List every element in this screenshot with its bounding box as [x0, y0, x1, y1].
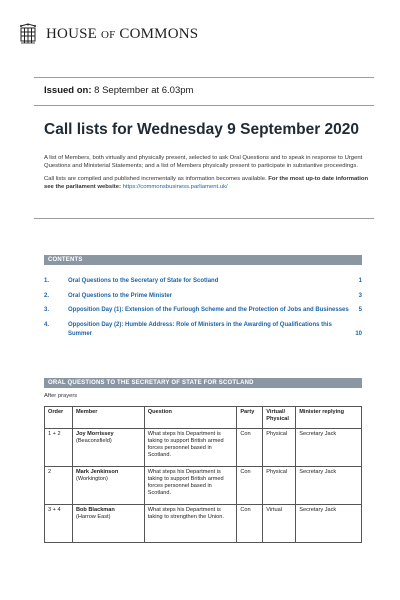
col-member: Member [72, 407, 144, 429]
table-row: 1 + 2 Joy Morrissey (Beaconsfield) What steps his Department is taking to support British armed forces personnel based in Scotland. Con Physical Secretary Jack [45, 429, 362, 467]
col-virtual-physical: Virtual/ Physical [263, 407, 296, 429]
contents-list [44, 277, 362, 345]
table-row: 3 + 4 Bob Blackman (Harrow East) What steps his Department is taking to strengthen the Union. Con Virtual Secretary Jack [45, 505, 362, 543]
issued-label: Issued on: [44, 85, 92, 96]
header [18, 22, 198, 46]
col-minister: Minister replying [296, 407, 362, 429]
issued-value: 8 September at 6.03pm [94, 85, 194, 96]
col-order: Order [45, 407, 73, 429]
call-list-table [44, 406, 362, 543]
member-constituency: (Workington) [75, 476, 108, 482]
intro-paragraph-2: Call lists are compiled and published incrementally as information becomes available. For the most up-to date information see the parliament website: https://commonsbusiness.parliament.uk/ [44, 176, 369, 190]
member-name: Mark Jenkinson [75, 469, 119, 475]
org-name: HOUSE OF COMMONS [46, 25, 199, 42]
intro-paragraph-1: A list of Members, both virtually and physically present, selected to ask Oral Questions and to speak in response to Urgent Questions and Ministerial Statements; and a list of Members physically present to participate in substantive proceedings. [44, 155, 363, 169]
table-header-row [45, 407, 362, 429]
contents-item-2[interactable]: 2. Oral Questions to the Prime Minister 3 [44, 292, 362, 299]
contents-heading: CONTENTS [44, 255, 362, 265]
table-row: 2 Mark Jenkinson (Workington) What steps his Department is taking to support British armed forces personnel based in Scotland. Con Physical Secretary Jack [45, 467, 362, 505]
page-title: Call lists for Wednesday 9 September 2020 [44, 121, 360, 138]
contents-item-1[interactable]: 1. Oral Questions to the Secretary of State for Scotland 1 [44, 278, 362, 284]
member-constituency: (Harrow East) [75, 514, 111, 520]
issued-line [44, 85, 193, 96]
member-name: Joy Morrissey [75, 431, 114, 437]
col-question: Question [144, 407, 237, 429]
member-constituency: (Beaconsfield) [75, 438, 112, 444]
divider-issued [34, 105, 374, 106]
contents-item-3[interactable]: 3. Opposition Day (1): Extension of the Furlough Scheme and the Protection of Jobs and Businesses 5 [44, 307, 362, 313]
col-party: Party [237, 407, 263, 429]
member-name: Bob Blackman [75, 507, 115, 513]
intro-text [44, 154, 370, 196]
divider-top [34, 77, 374, 78]
section-heading: ORAL QUESTIONS TO THE SECRETARY OF STATE FOR SCOTLAND [44, 378, 362, 388]
contents-item-4[interactable]: 4. Opposition Day (2): Humble Address: Role of Ministers in the Awarding of Qualifications this Summer 10 [44, 321, 362, 337]
parliament-website-link[interactable]: https://commonsbusiness.parliament.uk/ [122, 184, 228, 190]
after-prayers-label: After prayers [44, 393, 78, 399]
divider-intro [34, 218, 374, 219]
portcullis-logo-icon [18, 23, 38, 45]
